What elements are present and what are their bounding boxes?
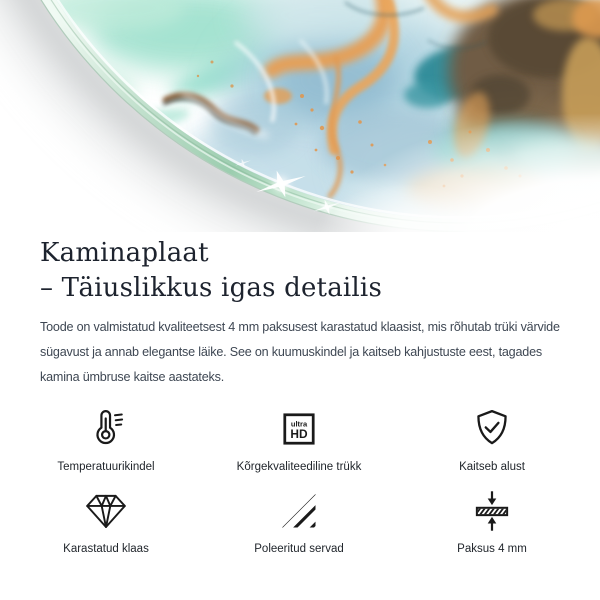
ultra-hd-icon xyxy=(213,403,385,451)
ultra-hd-badge-bottom: HD xyxy=(290,427,308,442)
product-description xyxy=(40,315,585,390)
description-line: sügavust ja annab elegantse läike. See on kuumuskindel ja kaitseb kahjustuste eest, tagades xyxy=(40,345,542,359)
feature-item-thickness xyxy=(406,485,578,556)
feature-label: Karastatud klaas xyxy=(63,543,149,555)
feature-item-print-quality xyxy=(213,403,385,474)
description-line: Toode on valmistatud kvaliteetsest 4 mm paksusest karastatud klaasist, mis rõhutab trüki värvide xyxy=(40,320,560,334)
glass-plate-illustration xyxy=(0,0,600,232)
feature-item-protects-base xyxy=(406,403,578,474)
feature-item-tempered-glass xyxy=(20,485,192,556)
white-fade-overlay xyxy=(0,0,600,232)
product-photo xyxy=(0,0,600,232)
feature-grid xyxy=(20,403,586,556)
thickness-icon xyxy=(406,485,578,533)
page-title-line2: – Täiuslikkus igas detailis xyxy=(40,273,382,303)
feature-item-polished-edges xyxy=(213,485,385,556)
polished-edges-icon xyxy=(213,485,385,533)
feature-label: Temperatuurikindel xyxy=(57,461,155,473)
feature-item-temperature xyxy=(20,403,192,474)
feature-label: Kõrgekvaliteediline trükk xyxy=(236,461,362,473)
thermometer-icon xyxy=(20,403,192,451)
feature-row xyxy=(20,485,586,556)
shield-check-icon xyxy=(406,403,578,451)
feature-label: Paksus 4 mm xyxy=(457,543,527,555)
page-title-line1: Kaminaplaat xyxy=(40,238,209,268)
description-line: kamina ümbruse kaitse aastateks. xyxy=(40,370,224,384)
feature-label: Kaitseb alust xyxy=(459,461,525,473)
page-title xyxy=(40,236,585,306)
feature-label: Poleeritud servad xyxy=(254,543,344,555)
feature-row xyxy=(20,403,586,474)
ultra-hd-badge-top: ultra xyxy=(290,419,308,429)
diamond-icon xyxy=(20,485,192,533)
product-description-section xyxy=(40,230,585,556)
